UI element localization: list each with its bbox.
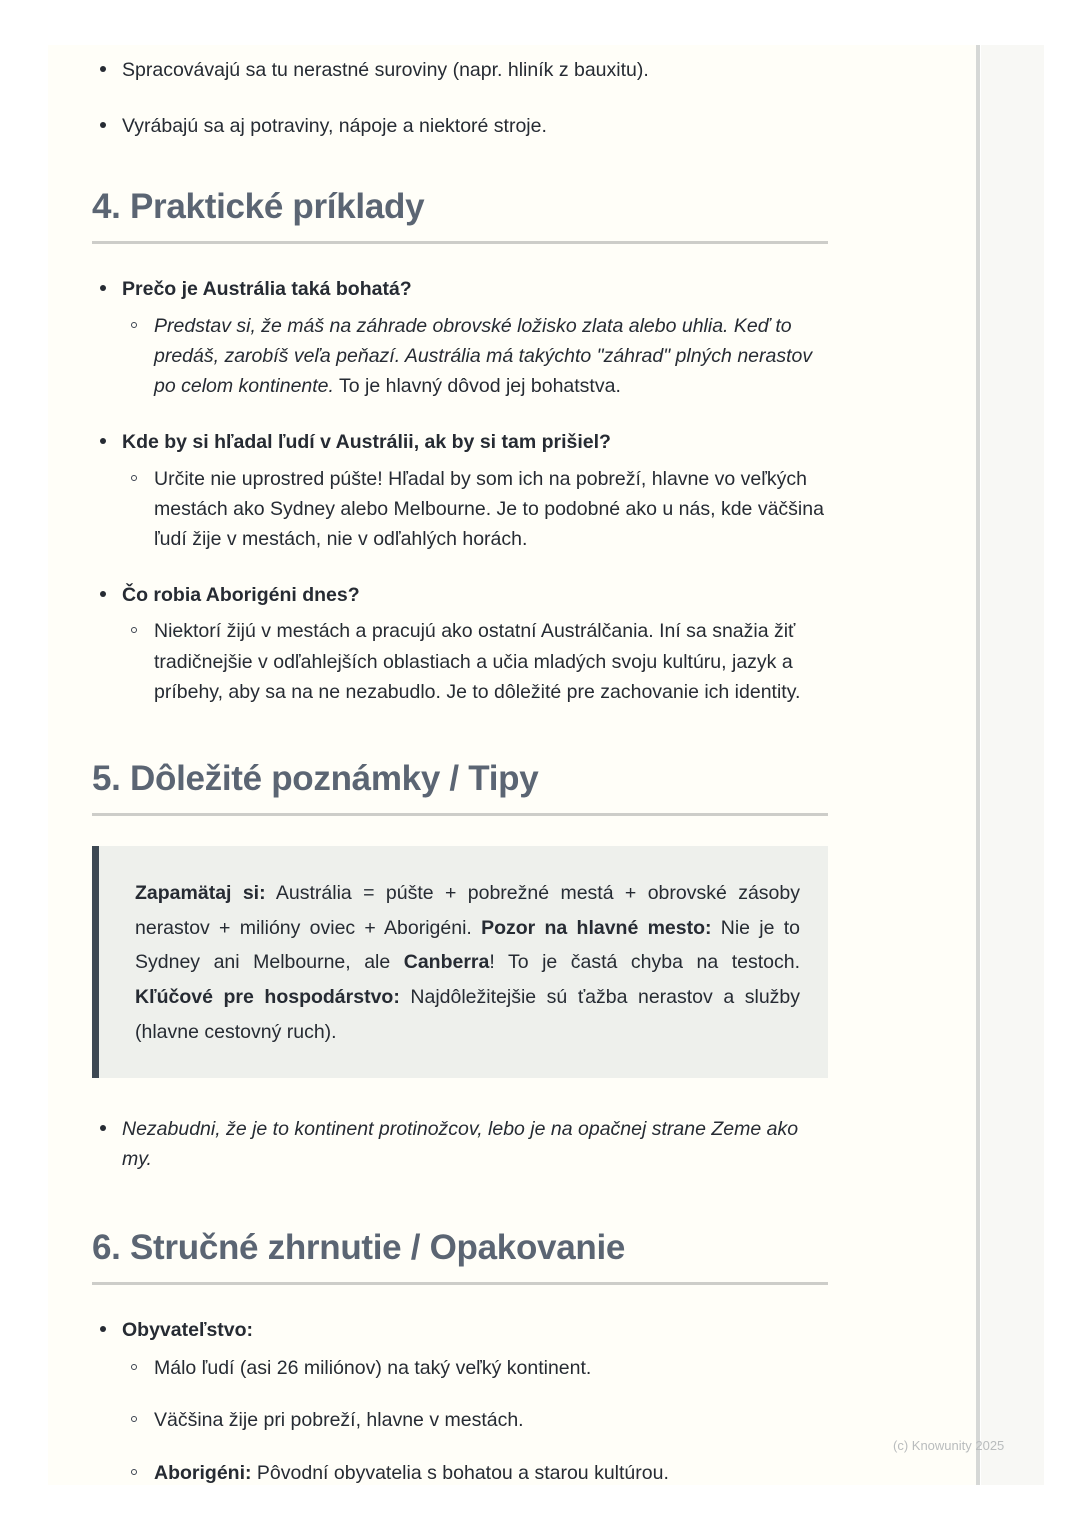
page-title-section-6: 6. Stručné zhrnutie / Opakovanie — [92, 1228, 626, 1268]
summary-item-text: Väčšina žije pri pobreží, hlavne v mestách. — [154, 1409, 524, 1432]
list-item — [122, 311, 828, 402]
qa-question: Čo robia Aborigéni dnes? — [122, 584, 360, 607]
list-item — [122, 1405, 828, 1435]
list-item — [92, 274, 828, 401]
heading-rule — [92, 1282, 828, 1285]
note-italic-text: Nezabudni, že je to kontinent protinožcov, lebo je na opačnej strane Zeme ako my. — [122, 1117, 799, 1170]
page-title-section-5: 5. Dôležité poznámky / Tipy — [92, 759, 539, 799]
document-page-right-panel — [981, 45, 1044, 1485]
copyright-watermark: (c) Knowunity 2025 — [893, 1438, 1005, 1453]
callout-text-3: ! To je častá chyba na testoch. — [489, 951, 800, 974]
intro-bullet-list — [92, 55, 828, 141]
list-item — [92, 55, 828, 85]
answer-list — [122, 616, 828, 707]
heading-rule — [92, 813, 828, 816]
important-note-callout — [92, 846, 828, 1078]
summary-item-text: Málo ľudí (asi 26 miliónov) na taký veľký kontinent. — [154, 1357, 592, 1380]
callout-highlight-canberra: Canberra — [403, 951, 490, 974]
list-item — [92, 111, 828, 141]
heading-rule — [92, 241, 828, 244]
qa-question: Kde by si hľadal ľudí v Austrálii, ak by si tam prišiel? — [122, 431, 611, 454]
callout-text-2: Nie je to Sydney ani Melbourne, ale — [135, 916, 800, 974]
answer-list — [122, 464, 828, 555]
summary-item-text: Pôvodní obyvatelia s bohatou a starou kultúrou. — [251, 1461, 669, 1484]
callout-label-remember: Zapamätaj si: — [135, 882, 266, 905]
page-divider — [976, 45, 980, 1485]
qa-question: Prečo je Austrália taká bohatá? — [122, 278, 412, 301]
section-4-header — [92, 187, 828, 244]
callout-text-1: Austrália = púšte + pobrežné mestá + obrovské zásoby nerastov + milióny oviec + Aborigéni. — [135, 882, 800, 939]
answer-list — [122, 311, 828, 402]
qa-answer-plain: To je hlavný dôvod jej bohatstva. — [333, 375, 621, 398]
list-item — [122, 464, 828, 555]
summary-item-label: Aborigéni: — [154, 1461, 252, 1484]
list-item — [122, 1353, 828, 1383]
list-item — [92, 580, 828, 707]
practical-examples-list — [92, 274, 828, 707]
callout-label-capital-warning: Pozor na hlavné mesto: — [481, 916, 712, 939]
intro-bullet-text: Vyrábajú sa aj potraviny, nápoje a niektoré stroje. — [122, 115, 547, 138]
list-item — [92, 1315, 828, 1488]
section-5-note-list — [92, 1114, 828, 1174]
intro-bullet-text: Spracovávajú sa tu nerastné suroviny (napr. hliník z bauxitu). — [122, 59, 649, 81]
callout-paragraph — [135, 876, 800, 1050]
list-item — [122, 616, 828, 707]
callout-text-4: Najdôležitejšie sú ťažba nerastov a služby (hlavne cestovný ruch). — [135, 986, 801, 1043]
list-item — [92, 1114, 828, 1174]
qa-answer-italic: Predstav si, že máš na záhrade obrovské ložisko zlata alebo uhlia. Keď to predáš, zarobíš veľa peňazí. Austrália má takýchto "záhrad" plných nerastov po celom kontinente. — [154, 314, 813, 398]
summary-group-label: Obyvateľstvo: — [122, 1319, 254, 1342]
list-item — [92, 427, 828, 554]
page-title-section-4: 4. Praktické príklady — [92, 187, 425, 227]
summary-sub-list — [122, 1353, 828, 1488]
qa-answer-plain: Niektorí žijú v mestách a pracujú ako ostatní Austrálčania. Iní sa snažia žiť tradičnejšie v odľahlejších oblastiach a učia mladých svoju kultúru, jazyk a príbehy, aby sa na ne nezabudlo. Je to dôležité pre zachovanie ich identity. — [154, 620, 801, 703]
qa-answer-plain: Určite nie uprostred púšte! Hľadal by som ich na pobreží, hlavne vo veľkých mestách ako Sydney alebo Melbourne. Je to podobné ako u nás, kde väčšina ľudí žije v mestách, nie v odľahlých horách. — [154, 467, 824, 550]
section-6-header — [92, 1228, 828, 1285]
section-5-header — [92, 759, 828, 816]
callout-label-economy: Kľúčové pre hospodárstvo: — [135, 986, 400, 1009]
list-item — [122, 1458, 828, 1488]
summary-list — [92, 1315, 828, 1488]
document-content — [92, 45, 828, 1488]
